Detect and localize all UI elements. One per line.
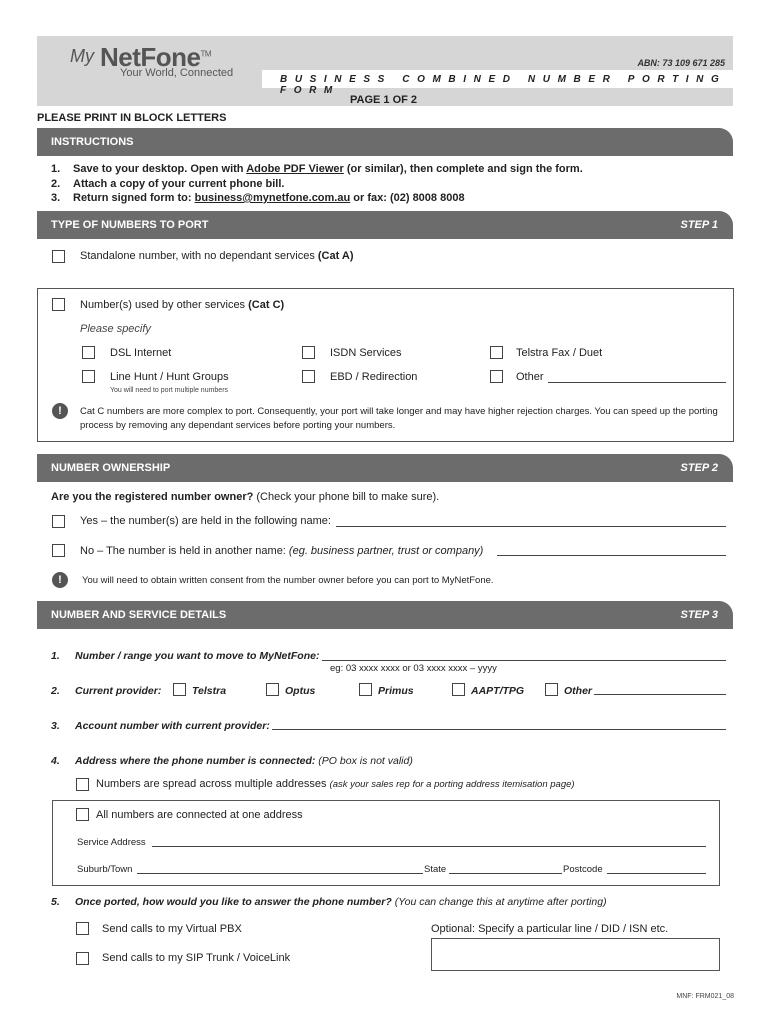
cat-c-checkbox[interactable]: [52, 298, 65, 311]
pbx-label: Send calls to my Virtual PBX: [102, 923, 242, 935]
telstra-label: Telstra: [192, 685, 227, 697]
other-checkbox[interactable]: [490, 370, 503, 383]
pbx-checkbox[interactable]: [76, 922, 89, 935]
owner-no-label: No – The number is held in another name: (eg. business partner, trust or company): [80, 545, 484, 557]
hunt-note: You will need to port multiple numbers: [110, 387, 229, 394]
suburb-line[interactable]: [137, 873, 423, 874]
footer-code: MNF: FRM021_08: [676, 993, 734, 1000]
warning-icon: !: [52, 572, 68, 588]
service-address-line[interactable]: [152, 846, 706, 847]
owner-no-checkbox[interactable]: [52, 544, 65, 557]
number-range-line[interactable]: [322, 660, 726, 661]
logo-my: My: [70, 46, 94, 66]
optus-checkbox[interactable]: [266, 683, 279, 696]
step2-title: NUMBER OWNERSHIP: [51, 462, 171, 474]
other-provider-label: Other: [564, 685, 593, 697]
primus-label: Primus: [378, 685, 414, 697]
optus-label: Optus: [285, 685, 316, 697]
instruction-item: 3. Return signed form to: business@mynetfone.com.au or fax: (02) 8008 8008: [51, 192, 465, 204]
q4-number: 4.: [51, 755, 60, 767]
dsl-label: DSL Internet: [110, 347, 172, 359]
cat-c-warning: Cat C numbers are more complex to port. Consequently, your port will take longer and may have higher rejection charges. You can speed up the porting process by removing any dependant services before porting your numbers.: [80, 406, 718, 431]
instructions-bar: [37, 128, 733, 156]
q1-number: 1.: [51, 650, 60, 662]
logo-tm: TM: [200, 49, 212, 59]
step3-bar: [37, 601, 733, 629]
other-input-line[interactable]: [548, 382, 726, 383]
q1-label: Number / range you want to move to MyNetFone:: [75, 650, 320, 662]
q2-label: Current provider:: [75, 685, 162, 697]
owner-name-line[interactable]: [336, 526, 726, 527]
q5-label: Once ported, how would you like to answer the phone number? (You can change this at anytime after porting): [75, 896, 607, 908]
telstra-fax-label: Telstra Fax / Duet: [516, 347, 603, 359]
postcode-line[interactable]: [607, 873, 706, 874]
ebd-label: EBD / Redirection: [330, 371, 418, 383]
aapt-label: AAPT/TPG: [471, 685, 525, 697]
state-line[interactable]: [449, 873, 562, 874]
instruction-item: 1. Save to your desktop. Open with Adobe PDF Viewer (or similar), then complete and sign the form.: [51, 163, 583, 175]
owner-warning: You will need to obtain written consent from the number owner before you can port to MyNetFone.: [82, 575, 494, 586]
step3-title: NUMBER AND SERVICE DETAILS: [51, 609, 227, 621]
step2-bar: [37, 454, 733, 482]
owner-yes-checkbox[interactable]: [52, 515, 65, 528]
postcode-label: Postcode: [563, 864, 603, 875]
abn: ABN: 73 109 671 285: [637, 58, 725, 68]
warning-icon: !: [52, 403, 68, 419]
step3-label: STEP 3: [680, 609, 718, 621]
ebd-checkbox[interactable]: [302, 370, 315, 383]
hunt-checkbox[interactable]: [82, 370, 95, 383]
please-specify: Please specify: [80, 323, 151, 335]
primus-checkbox[interactable]: [359, 683, 372, 696]
isdn-label: ISDN Services: [330, 347, 402, 359]
spread-checkbox[interactable]: [76, 778, 89, 791]
print-note: PLEASE PRINT IN BLOCK LETTERS: [37, 112, 227, 124]
one-address-label: All numbers are connected at one address: [96, 809, 303, 821]
spread-label: Numbers are spread across multiple addresses (ask your sales rep for a porting address itemisation page): [96, 778, 575, 790]
other-provider-line[interactable]: [594, 694, 726, 695]
q3-label: Account number with current provider:: [75, 720, 270, 732]
one-address-checkbox[interactable]: [76, 808, 89, 821]
state-label: State: [424, 864, 447, 875]
instructions-title: INSTRUCTIONS: [51, 136, 134, 148]
page-number: PAGE 1 OF 2: [350, 94, 418, 106]
q4-label: Address where the phone number is connected: (PO box is not valid): [75, 755, 413, 767]
other-label: Other: [516, 371, 544, 383]
optional-label: Optional: Specify a particular line / DID / ISN etc.: [431, 923, 669, 935]
step1-bar: [37, 211, 733, 239]
aapt-checkbox[interactable]: [452, 683, 465, 696]
optional-input[interactable]: [431, 938, 720, 971]
account-number-line[interactable]: [272, 729, 726, 730]
dsl-checkbox[interactable]: [82, 346, 95, 359]
step1-title: TYPE OF NUMBERS TO PORT: [51, 219, 209, 231]
cat-a-checkbox[interactable]: [52, 250, 65, 263]
other-provider-checkbox[interactable]: [545, 683, 558, 696]
logo-name: NetFone: [100, 42, 201, 72]
q5-number: 5.: [51, 896, 60, 908]
instructions-list: [51, 162, 583, 206]
sip-label: Send calls to my SIP Trunk / VoiceLink: [102, 952, 291, 964]
adobe-link[interactable]: Adobe PDF Viewer: [246, 163, 344, 175]
isdn-checkbox[interactable]: [302, 346, 315, 359]
instruction-item: 2. Attach a copy of your current phone bill.: [51, 177, 285, 190]
telstra-checkbox[interactable]: [173, 683, 186, 696]
hunt-label: Line Hunt / Hunt Groups: [110, 371, 229, 383]
form-title: BUSINESS COMBINED NUMBER PORTING FORM: [280, 74, 727, 96]
other-owner-line[interactable]: [497, 555, 726, 556]
owner-question: Are you the registered number owner? (Check your phone bill to make sure).: [51, 491, 440, 503]
q1-example: eg: 03 xxxx xxxx or 03 xxxx xxxx – yyyy: [330, 663, 497, 674]
q3-number: 3.: [51, 720, 60, 732]
email-link[interactable]: business@mynetfone.com.au: [194, 192, 351, 204]
cat-a-label: Standalone number, with no dependant services (Cat A): [80, 250, 354, 262]
step2-label: STEP 2: [680, 462, 718, 474]
service-address-label: Service Address: [77, 837, 146, 848]
owner-yes-label: Yes – the number(s) are held in the following name:: [80, 515, 331, 527]
telstra-fax-checkbox[interactable]: [490, 346, 503, 359]
sip-checkbox[interactable]: [76, 952, 89, 965]
logo-tagline: Your World, Connected: [120, 67, 234, 79]
q2-number: 2.: [51, 685, 60, 697]
cat-c-label: Number(s) used by other services (Cat C): [80, 299, 285, 311]
suburb-label: Suburb/Town: [77, 864, 133, 875]
step1-label: STEP 1: [680, 219, 718, 231]
